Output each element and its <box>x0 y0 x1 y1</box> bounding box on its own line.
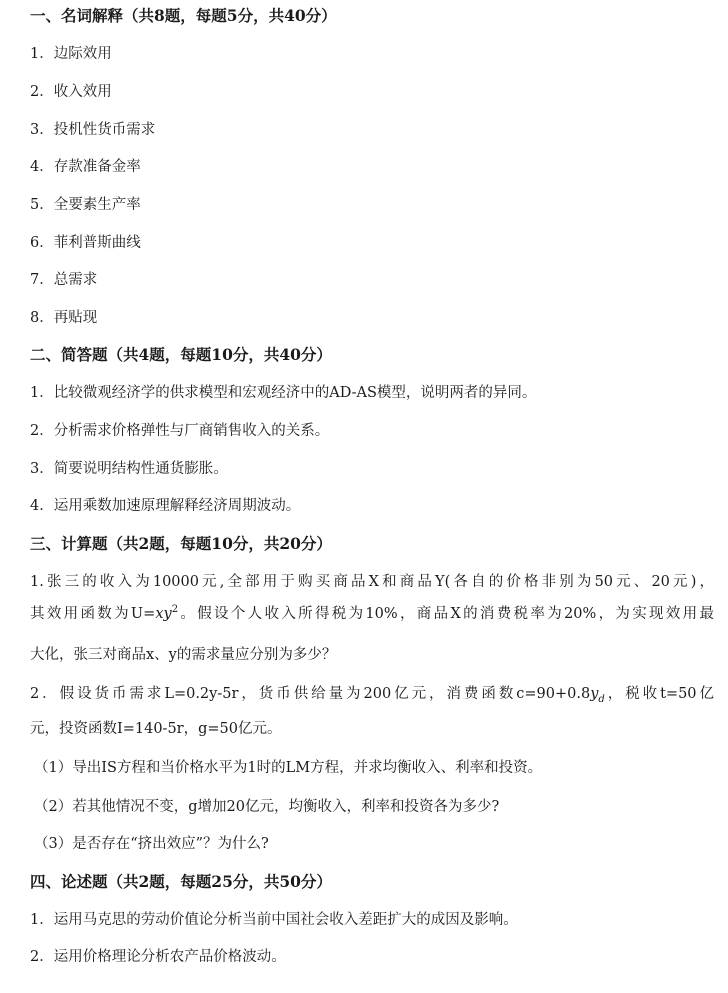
disposable-income-math: y <box>590 686 599 702</box>
calc-q2-line-1 <box>30 684 714 704</box>
section-2-item-1: 1．比较微观经济学的供求模型和宏观经济中的AD-AS模型，说明两者的异同。 <box>30 385 537 401</box>
section-1-item-3: 3．投机性货币需求 <box>30 122 156 138</box>
calc-q1-line-3: 大化，张三对商品x、y的需求量应分别为多少？ <box>30 647 337 663</box>
calc-q2-sub-1: （1）导出IS方程和当价格水平为1时的LM方程，并求均衡收入、利率和投资。 <box>34 760 543 776</box>
section-2-item-2: 2．分析需求价格弹性与厂商销售收入的关系。 <box>30 423 330 439</box>
section-4-item-2: 2．运用价格理论分析农产品价格波动。 <box>30 949 286 965</box>
section-4-heading: 四、论述题（共2题，每题25分，共50分） <box>30 872 332 891</box>
section-2-heading: 二、简答题（共4题，每题10分，共40分） <box>30 345 332 364</box>
calc-q1-line-2-post: 。假设个人收入所得税为10%，商品X的消费税率为20%，为实现效用最 <box>178 606 715 622</box>
section-1-item-7: 7．总需求 <box>30 272 98 288</box>
section-3-heading: 三、计算题（共2题，每题10分，共20分） <box>30 534 332 553</box>
section-1-item-6: 6．菲利普斯曲线 <box>30 235 141 251</box>
calc-q2-line-1-post: ，税收t=50亿 <box>604 686 714 702</box>
section-2-item-4: 4．运用乘数加速原理解释经济周期波动。 <box>30 498 301 514</box>
utility-function-math: xy <box>155 606 172 622</box>
calc-q2-sub-2: （2）若其他情况不变，g增加20亿元，均衡收入，利率和投资各为多少? <box>34 799 500 815</box>
section-1-item-5: 5．全要素生产率 <box>30 197 141 213</box>
calc-q2-sub-3: （3）是否存在“挤出效应”？为什么? <box>34 836 269 852</box>
calc-q2-line-1-pre: 2．假设货币需求L=0.2y-5r，货币供给量为200亿元，消费函数c=90+0.8 <box>30 686 591 702</box>
calc-q2-line-2: 元，投资函数I=140-5r，g=50亿元。 <box>30 721 282 737</box>
calc-q1-line-2-pre: 其效用函数为U= <box>30 606 156 622</box>
calc-q1-line-2 <box>30 604 714 624</box>
section-1-heading: 一、名词解释（共8题，每题5分，共40分） <box>30 6 337 25</box>
utility-exponent: 2 <box>171 604 179 616</box>
calc-q1-line-1: 1.张三的收入为10000元,全部用于购买商品X和商品Y(各自的价格非别为50元、20元)， <box>30 574 714 590</box>
section-2-item-3: 3．简要说明结构性通货膨胀。 <box>30 461 228 477</box>
disposable-income-subscript: d <box>598 693 605 705</box>
section-1-item-1: 1．边际效用 <box>30 46 112 62</box>
section-4-item-1: 1．运用马克思的劳动价值论分析当前中国社会收入差距扩大的成因及影响。 <box>30 912 518 928</box>
section-1-item-4: 4．存款准备金率 <box>30 159 141 175</box>
section-1-item-2: 2．收入效用 <box>30 84 112 100</box>
section-1-item-8: 8．再贴现 <box>30 310 98 326</box>
